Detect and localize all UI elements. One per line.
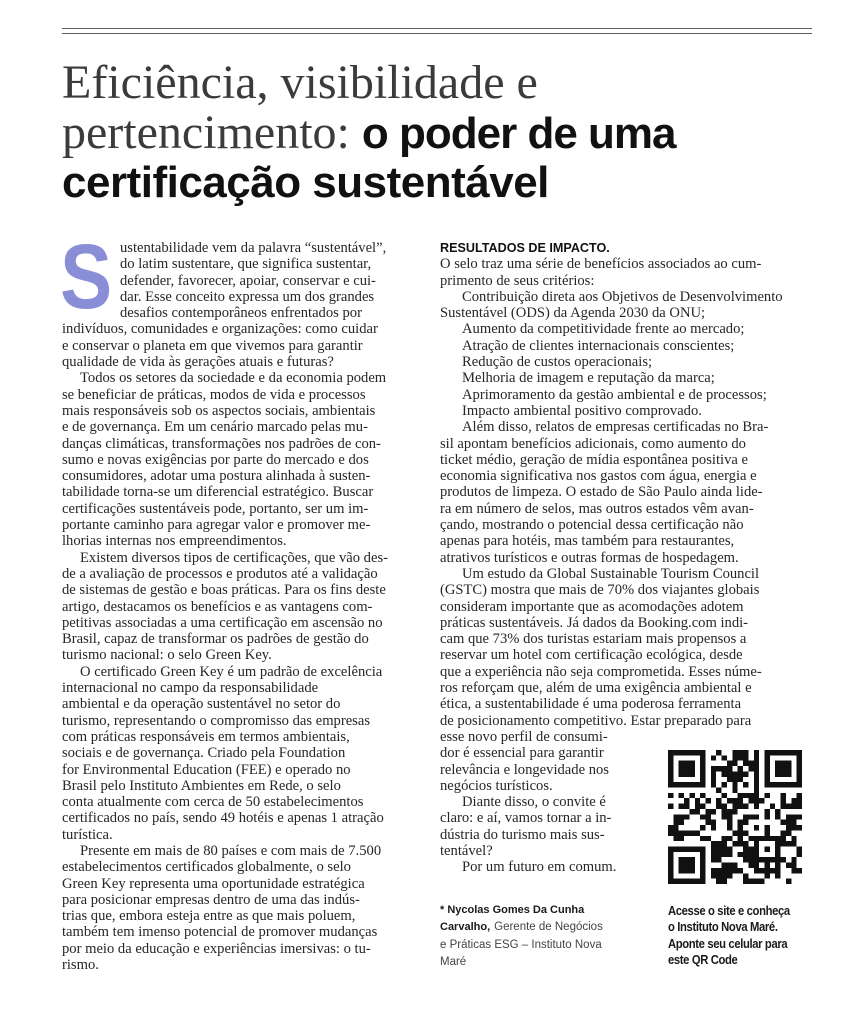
paragraph — [62, 843, 418, 973]
headline-bold-text: o poder de uma — [361, 109, 676, 158]
text-line: Brasil pelo Instituto Ambientes em Rede, o selo — [62, 777, 341, 794]
text-line: rismo. — [62, 957, 99, 974]
text-line: estabelecimentos certificados globalmente, o selo — [62, 859, 351, 876]
text-line: Presente em mais de 80 países e com mais de 7.500 — [80, 842, 382, 859]
text-line: também tem imenso potencial de promover mudanças — [62, 924, 378, 941]
text-line: Melhoria de imagem e reputação da marca; — [462, 370, 715, 387]
text-line: mais responsáveis sob os aspectos sociais, ambientais — [62, 402, 376, 419]
text-line: de a avaliação de processos e produtos até a validação — [62, 565, 378, 582]
text-line: para posicionar empresas dentro de uma das indús- — [62, 891, 360, 908]
paragraph — [440, 419, 802, 566]
text-line: ustentabilidade vem da palavra “sustentável”, — [120, 240, 387, 256]
text-line: Sustentável (ODS) da Agenda 2030 da ONU; — [440, 305, 706, 322]
drop-cap: S — [60, 226, 113, 328]
text-line: internacional no campo da responsabilidade — [62, 680, 319, 697]
text-line: práticas sustentáveis. Já dados da Booking.com indi- — [440, 614, 749, 631]
qr-caption-line: Acesse o site e conheça — [668, 904, 790, 918]
text-line: sumo e novas exigências por parte do mercado e dos — [62, 451, 369, 468]
paragraph — [440, 387, 802, 403]
headline-light-text: pertencimento: — [62, 106, 350, 159]
text-line: do latim sustentare, que significa sustentar, — [120, 256, 372, 273]
text-line: ética, a sustentabilidade é uma poderosa ferramenta — [440, 696, 742, 713]
author-name-continued: Carvalho, — [440, 921, 491, 934]
paragraph — [62, 240, 418, 370]
headline-line-1 — [62, 58, 842, 108]
text-line: dústria do turismo mais sus- — [440, 826, 605, 843]
text-line: consideram importante que as acomodações adotem — [440, 598, 744, 615]
text-line: claro: e aí, vamos tornar a in- — [440, 810, 612, 827]
author-line — [440, 902, 640, 919]
text-line: Todos os setores da sociedade e da economia podem — [80, 370, 387, 387]
qr-caption-line: o Instituto Nova Maré. — [668, 920, 778, 935]
text-line: tabilidade torna-se um diferencial estratégico. Buscar — [62, 484, 374, 501]
text-line: Redução de custos operacionais; — [462, 354, 653, 371]
text-line: indivíduos, comunidades e organizações: como cuidar — [62, 321, 378, 338]
text-line: Por um futuro em comum. — [462, 859, 617, 876]
text-line: Impacto ambiental positivo comprovado. — [462, 402, 702, 419]
paragraph — [440, 256, 802, 289]
text-line: com práticas responsáveis em termos ambientais, — [62, 728, 350, 745]
paragraph — [440, 370, 802, 386]
headline — [62, 58, 842, 208]
author-role-line: Maré — [440, 955, 467, 968]
text-line: que a experiência não seja comprometida. Esses núme- — [440, 663, 762, 680]
text-line: Atração de clientes internacionais conscientes; — [462, 337, 735, 354]
text-line: Contribuição direta aos Objetivos de Desenvolvimento — [462, 288, 783, 305]
text-line: certificações sustentáveis pode, portanto, ser um im- — [62, 500, 369, 517]
text-line: (GSTC) mostra que mais de 70% dos viajantes globais — [440, 582, 760, 599]
text-line: qualidade de vida às gerações atuais e futuras? — [62, 354, 334, 371]
headline-light-text: Eficiência, visibilidade e — [62, 56, 538, 109]
text-line: certificados no país, sendo 49 hotéis e apenas 1 atração — [62, 810, 384, 827]
qr-caption-line: Aponte seu celular para — [668, 936, 788, 951]
paragraph — [440, 321, 802, 337]
text-line: ticket médio, geração de mídia espontânea positiva e — [440, 451, 748, 468]
paragraph — [62, 370, 418, 549]
text-line: esse novo perfil de consumi- — [440, 728, 608, 745]
text-line: por meio da educação e experiências imersivas: o tu- — [62, 940, 371, 957]
text-line: apenas para hotéis, mas também para restaurantes, — [440, 533, 735, 550]
text-line: se beneficiar de práticas, modos de vida e processos — [62, 386, 366, 403]
article-left-column — [62, 240, 418, 973]
headline-bold-text: certificação sustentável — [62, 158, 549, 207]
section-heading: RESULTADOS DE IMPACTO. — [440, 241, 610, 255]
text-line: atrativos turísticos e outras formas de hospedagem. — [440, 549, 739, 566]
paragraph — [440, 354, 802, 370]
author-name: * Nycolas Gomes Da Cunha — [440, 904, 585, 916]
text-line: danças climáticas, transformações nos padrões de con- — [62, 435, 381, 452]
text-line: Aumento da competitividade frente ao mercado; — [462, 321, 745, 338]
text-line: lhorias internas nos empreendimentos. — [62, 533, 287, 550]
text-line: de sistemas de gestão e boas práticas. Para os fins deste — [62, 582, 386, 599]
text-line: petitivas associadas a uma certificação em ascensão no — [62, 614, 383, 631]
text-line: trias que, embora esteja entre as que mais poluem, — [62, 908, 356, 925]
author-line — [440, 919, 640, 936]
text-line: tentável? — [440, 842, 493, 859]
text-line: dor é essencial para garantir — [440, 745, 604, 762]
text-line: portante caminho para agregar valor e promover me- — [62, 517, 371, 534]
text-line: for Environmental Education (FEE) e operado no — [62, 761, 351, 778]
paragraph — [62, 550, 418, 664]
text-line: Existem diversos tipos de certificações, que vão des- — [80, 549, 388, 566]
qr-code-icon — [668, 750, 802, 884]
headline-line-3 — [62, 158, 842, 208]
text-line: negócios turísticos. — [440, 777, 553, 794]
text-line: artigo, destacamos os benefícios e as vantagens com- — [62, 598, 373, 615]
text-line: economia significativa nos gastos com água, energia e — [440, 468, 757, 485]
author-role: Gerente de Negócios — [494, 921, 603, 934]
qr-caption — [668, 903, 803, 969]
paragraph — [440, 338, 802, 354]
text-line: relevância e longevidade nos — [440, 761, 609, 778]
text-line: ros reforçam que, além de uma exigência ambiental e — [440, 680, 752, 697]
text-line: Brasil, capaz de transformar os padrões de gestão do — [62, 631, 369, 648]
text-line: desafios contemporâneos enfrentados por — [120, 305, 362, 322]
headline-line-2 — [62, 108, 842, 158]
text-line: Aprimoramento da gestão ambiental e de processos; — [462, 386, 767, 403]
text-line: ambiental e da operação sustentável no setor do — [62, 696, 341, 713]
top-double-rule — [62, 28, 812, 34]
text-line: Um estudo da Global Sustainable Tourism Council — [462, 565, 760, 582]
text-line: sil apontam benefícios adicionais, como aumento do — [440, 435, 746, 452]
qr-caption-line: este QR Code — [668, 953, 738, 968]
text-line: e de governança. Em um cenário marcado pelas mu- — [62, 419, 368, 436]
text-line: e conservar o planeta em que vivemos para garantir — [62, 337, 363, 354]
text-line: Diante disso, o convite é — [462, 794, 606, 811]
text-line: defender, favorecer, apoiar, conservar e cui- — [120, 272, 376, 289]
text-line: ra em número de selos, mas outros estados vêm avan- — [440, 500, 754, 517]
paragraph — [440, 289, 802, 322]
text-line: çando, mostrando o potencial dessa certificação não — [440, 517, 744, 534]
text-line: Além disso, relatos de empresas certificadas no Bra- — [462, 419, 769, 436]
author-role-line: e Práticas ESG – Instituto Nova — [440, 938, 602, 951]
text-line: consumidores, adotar uma postura alinhada à susten- — [62, 468, 371, 485]
text-line: reservar um hotel com certificação ecológica, desde — [440, 647, 743, 664]
text-line: cam que 73% dos turistas estariam mais propensos a — [440, 631, 747, 648]
text-line: turística. — [62, 826, 113, 843]
text-line: dar. Esse conceito expressa um dos grandes — [120, 288, 375, 305]
text-line: de posicionamento competitivo. Estar preparado para — [440, 712, 752, 729]
text-line: primento de seus critérios: — [440, 272, 595, 289]
text-line: O selo traz uma série de benefícios associados ao cum- — [440, 256, 762, 273]
paragraph — [62, 664, 418, 843]
text-line: produtos de limpeza. O estado de São Paulo ainda lide- — [440, 484, 763, 501]
paragraph — [440, 403, 802, 419]
text-line: turismo, representando o compromisso das empresas — [62, 712, 371, 729]
text-line: turismo nacional: o selo Green Key. — [62, 647, 272, 664]
text-line: sociais e de governança. Criado pela Foundation — [62, 745, 346, 762]
text-line: O certificado Green Key é um padrão de excelência — [80, 663, 383, 680]
text-line: conta atualmente com cerca de 50 estabelecimentos — [62, 794, 364, 811]
text-line: Green Key representa uma oportunidade estratégica — [62, 875, 365, 892]
author-credit — [440, 902, 640, 971]
